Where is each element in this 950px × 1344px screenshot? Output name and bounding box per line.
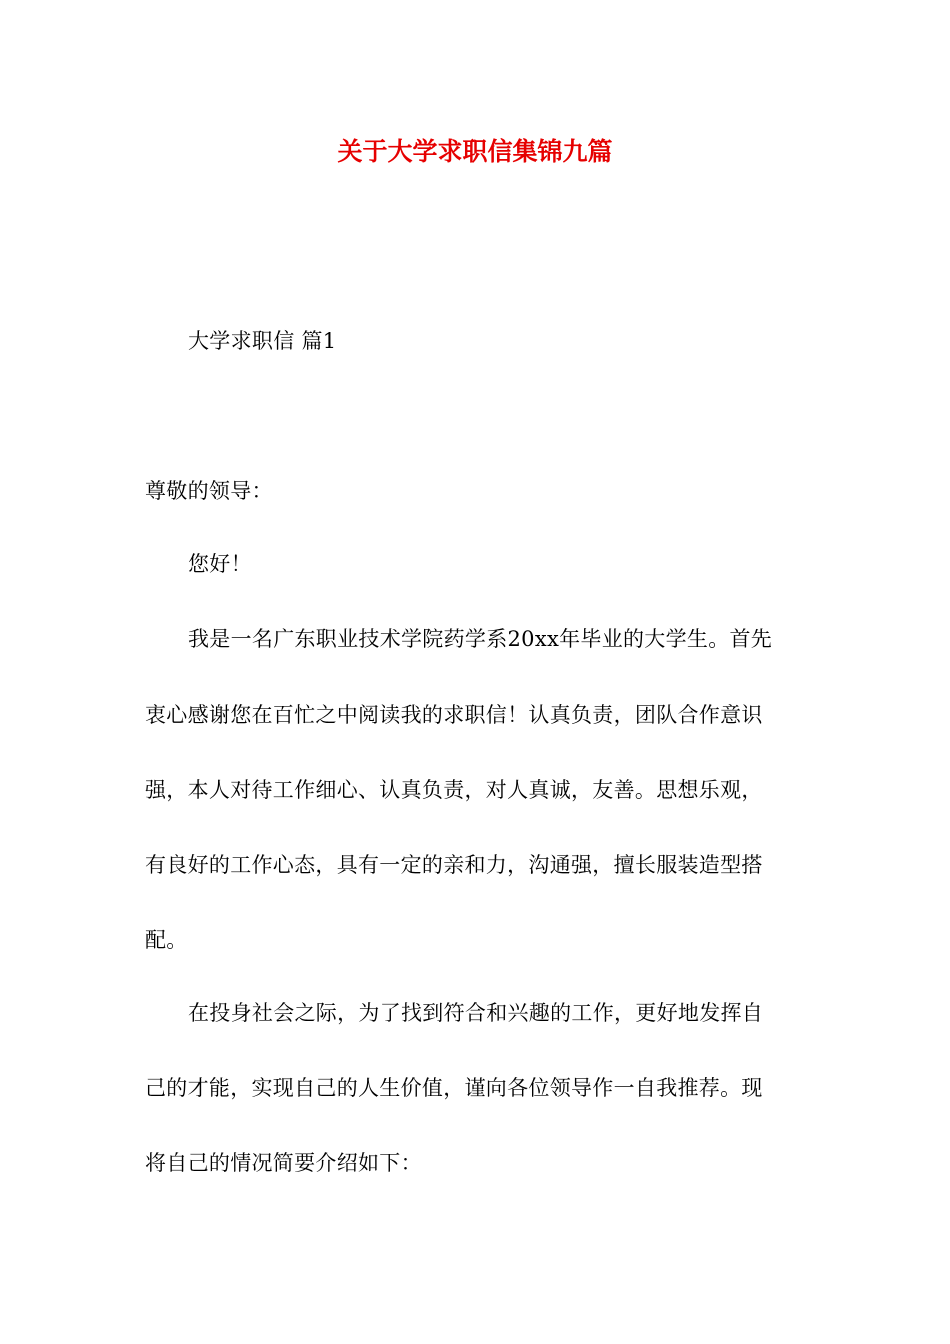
paragraph-1-line-3: 强，本人对待工作细心、认真负责，对人真诚，友善。思想乐观， bbox=[145, 778, 763, 802]
greeting: 您好！ bbox=[188, 552, 252, 576]
paragraph-2-line-2: 己的才能，实现自己的人生价值，谨向各位领导作一自我推荐。现 bbox=[145, 1076, 763, 1100]
paragraph-2-line-3: 将自己的情况简要介绍如下： bbox=[145, 1151, 422, 1175]
paragraph-2-line-1: 在投身社会之际，为了找到符合和兴趣的工作，更好地发挥自 bbox=[188, 1001, 764, 1025]
salutation: 尊敬的领导： bbox=[145, 479, 273, 503]
section-heading: 大学求职信 篇1 bbox=[188, 329, 337, 353]
paragraph-1-line-2: 衷心感谢您在百忙之中阅读我的求职信！认真负责，团队合作意识 bbox=[145, 703, 763, 727]
document-title: 关于大学求职信集锦九篇 bbox=[337, 137, 613, 166]
paragraph-1-line-5: 配。 bbox=[145, 928, 188, 952]
paragraph-1-line-1: 我是一名广东职业技术学院药学系20xx年毕业的大学生。首先 bbox=[188, 627, 773, 651]
paragraph-1-line-4: 有良好的工作心态，具有一定的亲和力，沟通强，擅长服装造型搭 bbox=[145, 853, 763, 877]
